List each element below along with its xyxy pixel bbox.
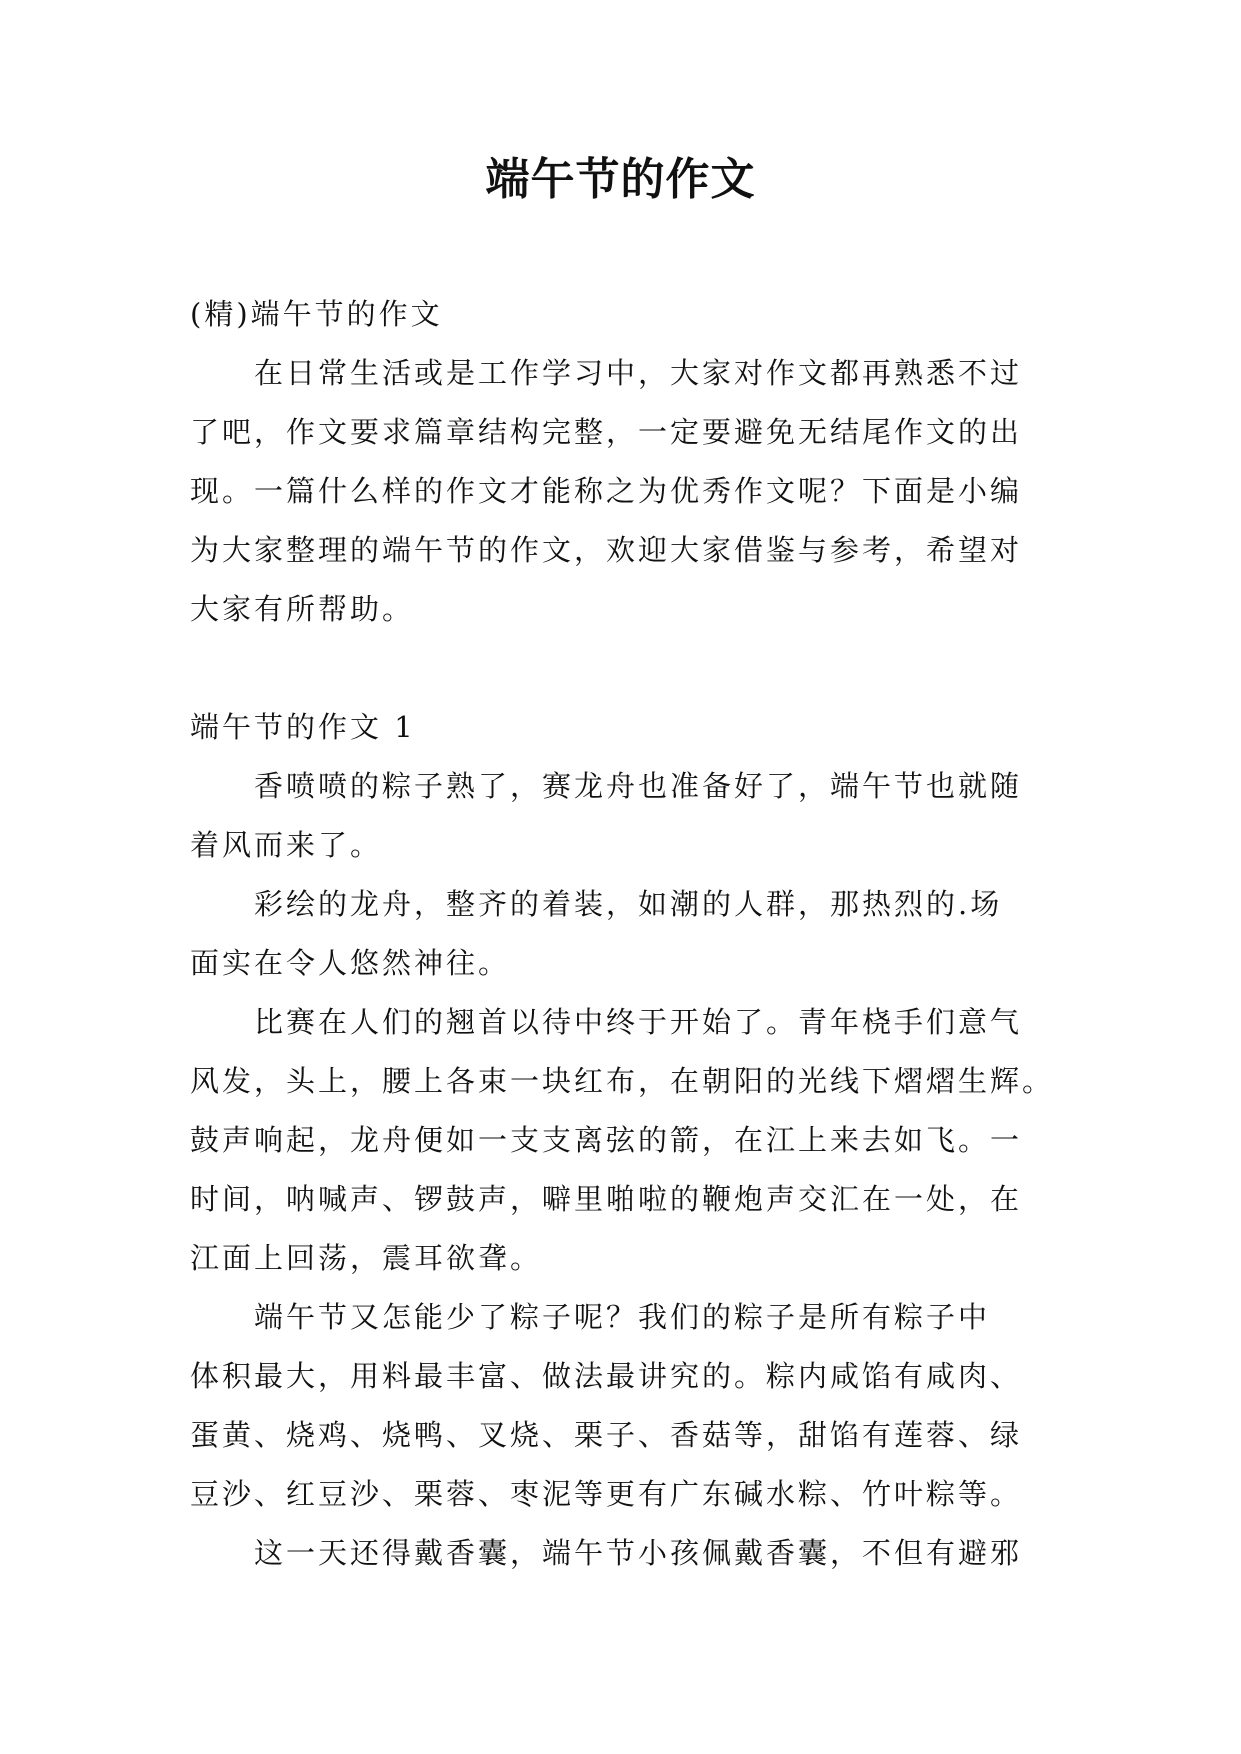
intro-paragraph <box>190 344 1070 639</box>
paragraph-line: 着风而来了。 <box>190 828 383 862</box>
paragraph-line: 鼓声响起，龙舟便如一支支离弦的箭，在江上来去如飞。一 <box>190 1123 1023 1157</box>
blank-line <box>190 639 1070 698</box>
paragraph-line: 在日常生活或是工作学习中，大家对作文都再熟悉不过 <box>254 356 1023 390</box>
heading-line: (精)端午节的作文 <box>190 297 443 331</box>
document-title: 端午节的作文 <box>485 154 756 205</box>
paragraph-line: 彩绘的龙舟，整齐的着装，如潮的人群，那热烈的.场 <box>254 887 1003 921</box>
paragraph-line: 端午节又怎能少了粽子呢？我们的粽子是所有粽子中 <box>254 1300 991 1334</box>
paragraph <box>190 757 1070 875</box>
paragraph <box>190 875 1070 993</box>
paragraph <box>190 1524 1070 1583</box>
paragraph-line: 大家有所帮助。 <box>190 592 415 626</box>
paragraph-line: 体积最大，用料最丰富、做法最讲究的。粽内咸馅有咸肉、 <box>190 1359 1023 1393</box>
paragraph-line: 蛋黄、烧鸡、烧鸭、叉烧、栗子、香菇等，甜馅有莲蓉、绿 <box>190 1418 1023 1452</box>
paragraph-line: 比赛在人们的翘首以待中终于开始了。青年桡手们意气 <box>254 1005 1023 1039</box>
paragraph-line: 江面上回荡，震耳欲聋。 <box>190 1241 543 1275</box>
paragraph-line: 这一天还得戴香囊，端午节小孩佩戴香囊，不但有避邪 <box>254 1536 1023 1570</box>
paragraph <box>190 993 1070 1288</box>
paragraph-line: 豆沙、红豆沙、栗蓉、枣泥等更有广东碱水粽、竹叶粽等。 <box>190 1477 1023 1511</box>
paragraph-line: 风发，头上，腰上各束一块红布，在朝阳的光线下熠熠生辉。 <box>190 1064 1055 1098</box>
document-body <box>190 285 1070 1583</box>
section-heading: 端午节的作文 1 <box>190 710 416 744</box>
paragraph-line: 时间，呐喊声、锣鼓声，噼里啪啦的鞭炮声交汇在一处，在 <box>190 1182 1023 1216</box>
paragraph-line: 香喷喷的粽子熟了，赛龙舟也准备好了，端午节也就随 <box>254 769 1023 803</box>
paragraph-line: 面实在令人悠然神往。 <box>190 946 511 980</box>
paragraph-line: 了吧，作文要求篇章结构完整，一定要避免无结尾作文的出 <box>190 415 1023 449</box>
paragraph-line: 为大家整理的端午节的作文，欢迎大家借鉴与参考，希望对 <box>190 533 1023 567</box>
paragraph-line: 现。一篇什么样的作文才能称之为优秀作文呢？下面是小编 <box>190 474 1023 508</box>
paragraph <box>190 1288 1070 1524</box>
